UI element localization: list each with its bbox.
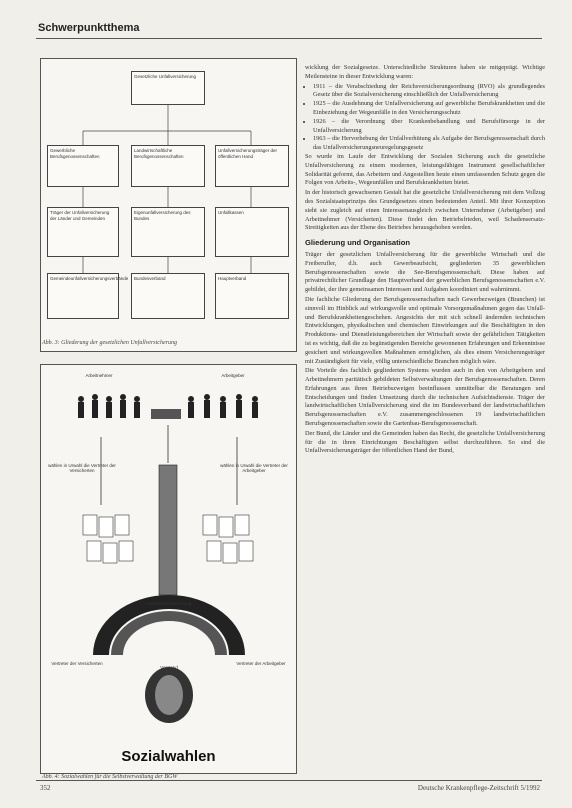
milestone-item: • 1963 – die Hervorhebung der Unfallverhütung als Aufgabe der Berufsgenossenschaft durch das Unfallversicherungsneuregelungsgesetz (313, 135, 545, 153)
footer-rule (36, 780, 542, 781)
figure-4-sozialwahlen (40, 364, 297, 774)
paragraph: Die fachliche Gliederung der Berufsgenossenschaften nach Gewerbezweigen (Branchen) ist sinnvoll im Hinblick auf wirkungsvolle und optimale Vorsorgemaßnahmen gegen das Unfall- und Berufskrankheitengeschehen. Angesichts der mit sich schnell ändernden technischen Entwicklungen, physikalischen und chemischen Einwirkungen auf die Beschäftigten in den Produktions- und Dienstleistungsbereichen der Wirtschaft sowie der gefährlichen Tätigkeiten ist es wichtig, daß die zu begünstigenden Bereiche gewonnenen Erfahrungen und Erkenntnisse gesichert und wirkungsvollen Maßnahmen ermöglichen, als dies einem Versicherungsträger mit Zuständigkeit für viele, völlig unterschiedliche Branchen möglich wäre. (305, 295, 545, 365)
body-column (305, 64, 545, 457)
figure-3-organigram (40, 58, 297, 352)
paragraph: Der Bund, die Länder und die Gemeinden haben das Recht, die gesetzliche Unfallversicherung für die in ihren Einrichtungen Beschäftigten selbst durchzuführen. So sind die Unfallversicherungsträger der öffentlichen Hand der Bund, (305, 429, 545, 455)
box-unfallkassen: Unfallkassen (215, 207, 289, 257)
milestone-item: • 1926 – die Verordnung über Krankenbehandlung und Berufsfürsorge in der Unfallversicherung (313, 118, 545, 136)
milestone-item: • 1925 – die Ausdehnung der Unfallversicherung auf gewerbliche Berufskrankheiten und die Einbeziehung der Wegeunfälle in den Versicherungsschutz (313, 100, 545, 118)
box-hauptverband: Hauptverband (215, 273, 289, 319)
milestone-item: • 1911 – die Verabschiedung der Reichsversicherungsordnung (RVO) als grundlegendes Gesetz über die Sozialversicherung einschließlich der Unfallversicherung (313, 83, 545, 101)
figure-3-caption: Abb. 3: Gliederung der gesetzlichen Unfallversicherung (42, 340, 177, 346)
label-urwahl-versicherte: wählen in Urwahl die Vertreter der Versicherten (48, 463, 116, 474)
sozialwahlen-illustration (41, 365, 296, 773)
label-arbeitnehmer: Arbeitnehmer (85, 373, 113, 378)
paragraph: So wurde im Laufe der Entwicklung der Sozialen Sicherung auch die gesetzliche Unfallversicherung zu einem modernen, leistungsfähigen Instrument gesellschaftlicher Solidarität geformt, das Arbeitern und Angestellten heute einen umfassenden Schutz gegen die Folgen von Arbeits-, Wegeunfällen und Berufskrankheiten bietet. (305, 152, 545, 187)
box-gesetzliche-uv: Gesetzliche Unfallversicherung (131, 71, 205, 105)
box-laender-gemeinden: Träger der Unfallversicherung der Länder und Gemeinden (47, 207, 119, 257)
central-column (159, 465, 177, 595)
label-vorstand: Vorstand (160, 665, 178, 670)
label-arbeitgeber: Arbeitgeber (221, 373, 245, 378)
label-vertreterversammlung: Vertreterversammlung (146, 601, 192, 606)
ballot-box-icon (151, 409, 181, 419)
header-rule (36, 38, 542, 39)
intro-paragraph: wicklung der Sozialgesetze. Unterschiedliche Strukturen haben sie mitgeprägt. Wichtige Meilensteine in dieser Entwicklung waren: (305, 64, 545, 80)
section-heading: Gliederung und Organisation (305, 238, 411, 248)
page-number: 352 (40, 784, 51, 792)
paragraph: In der historisch gewachsenen Gestalt hat die gesetzliche Unfallversicherung mit dem Vollzug des Sozialstaatsprinzips des Grundgesetzes einen bedeutenden Anteil. Mit ihrer Konzeption sieht sie zugleich auf einen Interessenausgleich zwischen Unternehmer (Arbeitgeber) und Arbeitnehmer (Versicherten). Diese findet den Betriebsfrieden, weil Schadensersatz-Streitigkeiten aus der Ebene des Betriebes herausgehoben werden. (305, 189, 545, 232)
box-gemeindeunfall-verbaende: Gemeindeunfallversicherungsverbände (47, 273, 119, 319)
box-bundesverband: Bundesverband (131, 273, 205, 319)
section-title: Schwerpunktthema (38, 22, 140, 34)
board-table-icon (145, 667, 193, 723)
box-gewerbliche-bg: Gewerbliche Berufsgenossenschaften (47, 145, 119, 187)
box-landwirtschaftliche-bg: Landwirtschaftliche Berufsgenossenschaften (131, 145, 205, 187)
label-urwahl-arbeitgeber: wählen in Urwahl die Vertreter der Arbeitgeber (220, 463, 288, 474)
label-vertreter-versicherte: Vertreter der Versicherten (51, 661, 103, 666)
milestones-list (305, 83, 545, 153)
label-vertreter-arbeitgeber: Vertreter der Arbeitgeber (236, 661, 286, 666)
figure-4-caption: Abb. 4: Sozialwahlen für die Selbstverwaltung der BGW (42, 774, 178, 780)
sozialwahlen-title: Sozialwahlen (121, 748, 216, 765)
paragraph: Träger der gesetzlichen Unfallversicherung für die gewerbliche Wirtschaft und die Freiberufler, d.h. auch Gewerbeaufsicht, gegliederten 35 gewerblichen Berufsgenossenschaften sowie die See-Berufsgenossenschaft. Diese haben auf privatrechtlicher Grundlage den Hauptverband der gewerblichen Berufsgenossenschaften e.V. gebildet, der ihre gemeinsamen Interessen und Aufgaben koordiniert und wahrnimmt. (305, 250, 545, 294)
paragraph: Die Vorteile des fachlich gegliederten Systems wurden auch in den von Arbeitgebern und Arbeitnehmern paritätisch gebildeten Selbstverwaltungen der Berufsgenossenschaften. Deren Erfahrungen aus ihren Betriebszweigen beeinflussen unmittelbar die Beratungen und Entscheidungen und finden Umsetzung durch die technischen Aufsichtsdienste. Träger der landwirtschaftlichen Unfallversicherung sind die im Bundesverband der landwirtschaftlichen Berufsgenossenschaften e.V. zusammengeschlossenen 19 landwirtschaftlichen Berufsgenossenschaften sowie die Gartenbau-Berufsgenossenschaft. (305, 367, 545, 428)
journal-footer: Deutsche Krankenpflege-Zeitschrift 5/1992 (417, 784, 540, 792)
box-eigenunfall-bund: Eigenunfallversicherung des Bundes (131, 207, 205, 257)
box-oeffentliche-hand: Unfallversicherungsträger der öffentlichen Hand (215, 145, 289, 187)
